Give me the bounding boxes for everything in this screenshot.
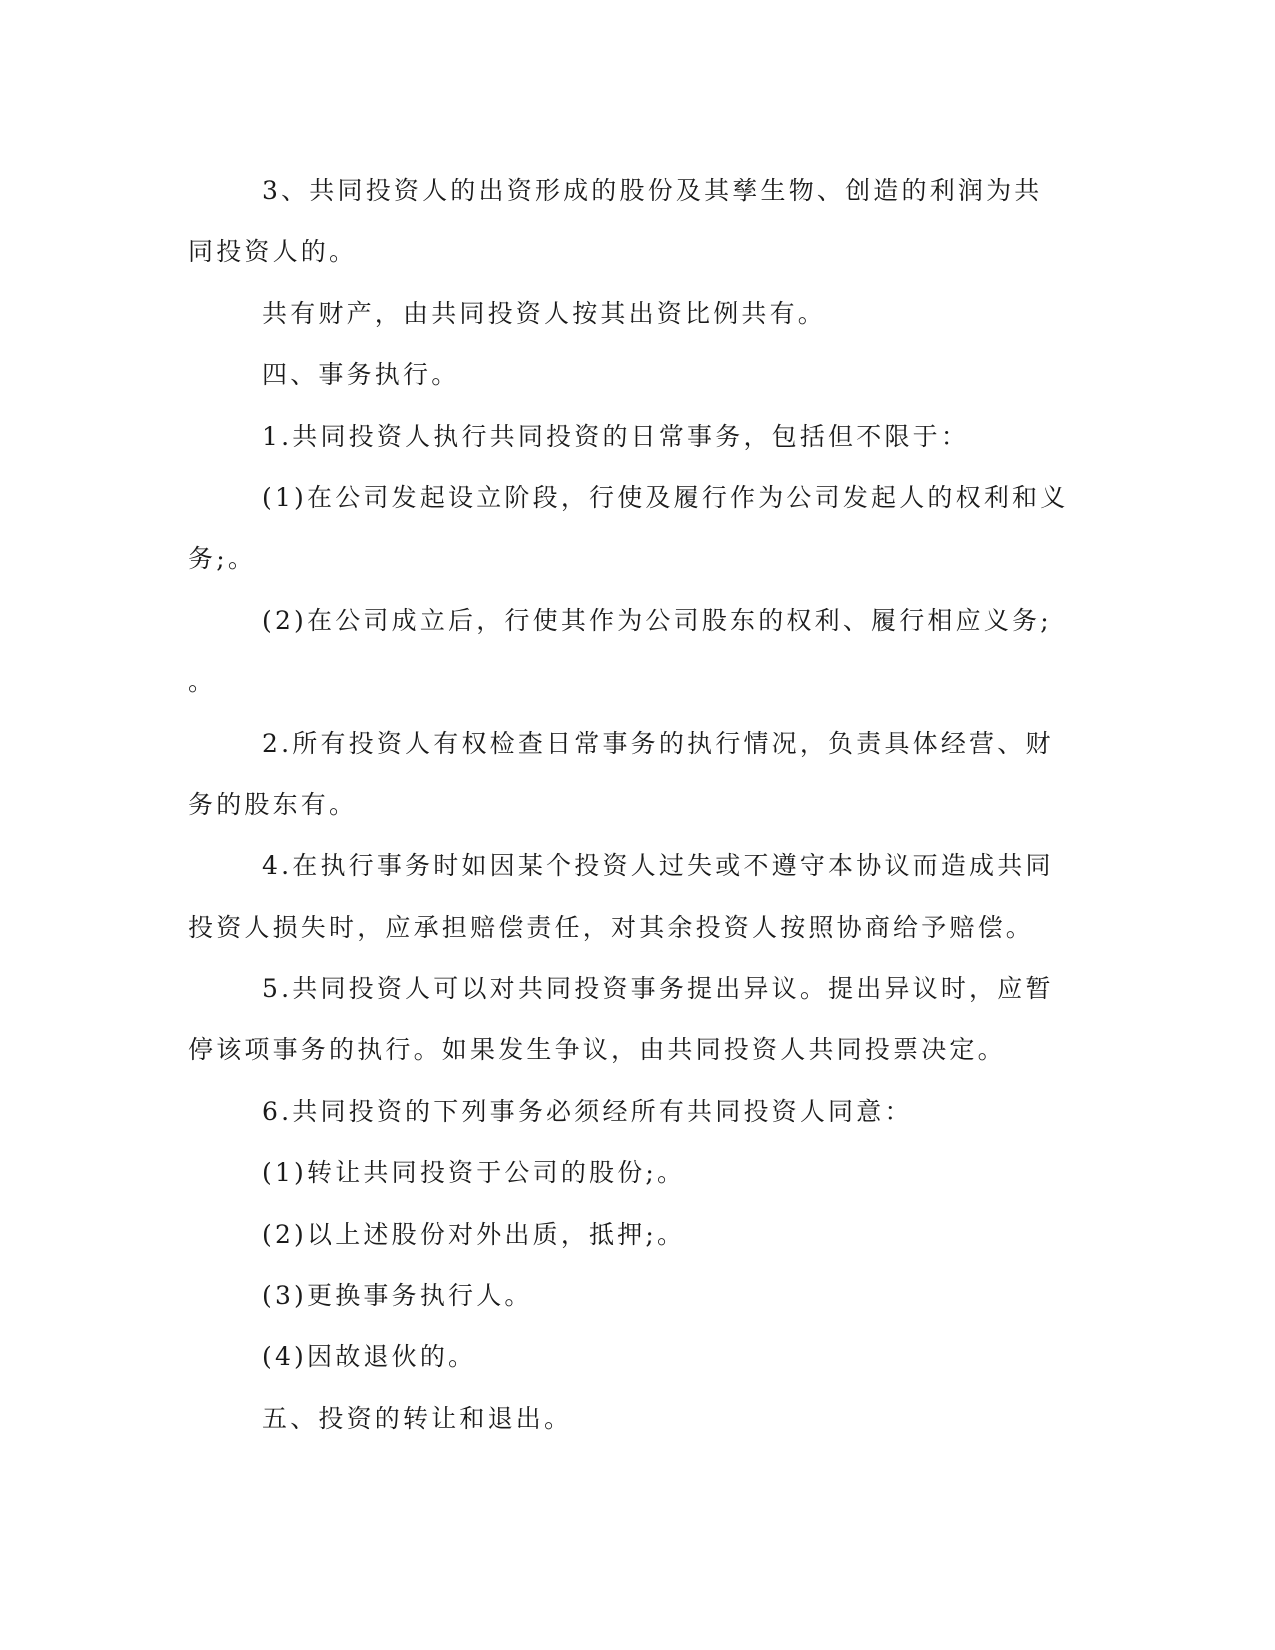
paragraph-line: 务;。 xyxy=(188,544,257,574)
list-item: (4)因故退伙的。 xyxy=(262,1342,477,1372)
list-item: (2)以上述股份对外出质，抵押;。 xyxy=(262,1219,686,1249)
paragraph-line: 1.共同投资人执行共同投资的日常事务，包括但不限于： xyxy=(262,421,970,451)
paragraph-line: 2.所有投资人有权检查日常事务的执行情况，负责具体经营、财 xyxy=(262,728,1054,758)
list-item: (1)转让共同投资于公司的股份;。 xyxy=(262,1158,686,1188)
section-heading: 五、投资的转让和退出。 xyxy=(262,1403,573,1433)
document-body xyxy=(188,160,1088,1449)
paragraph-line: 4.在执行事务时如因某个投资人过失或不遵守本协议而造成共同 xyxy=(262,851,1054,881)
paragraph-line: 投资人损失时，应承担赔偿责任，对其余投资人按照协商给予赔偿。 xyxy=(188,912,1035,942)
paragraph-line: 3、共同投资人的出资形成的股份及其孳生物、创造的利润为共 xyxy=(262,176,1043,205)
paragraph-line: 6.共同投资的下列事务必须经所有共同投资人同意： xyxy=(262,1096,913,1126)
paragraph-line: 同投资人的。 xyxy=(188,237,358,267)
paragraph-line: 停该项事务的执行。如果发生争议，由共同投资人共同投票决定。 xyxy=(188,1035,1006,1065)
paragraph-line: (1)在公司发起设立阶段，行使及履行作为公司发起人的权利和义 xyxy=(262,482,1069,512)
paragraph-line: 务的股东有。 xyxy=(188,789,358,819)
paragraph-line: 。 xyxy=(188,667,217,697)
paragraph-line: 共有财产，由共同投资人按其出资比例共有。 xyxy=(262,298,827,328)
paragraph-line: 5.共同投资人可以对共同投资事务提出异议。提出异议时，应暂 xyxy=(262,974,1054,1004)
list-item: (3)更换事务执行人。 xyxy=(262,1281,533,1311)
section-heading: 四、事务执行。 xyxy=(262,360,460,390)
paragraph-line: (2)在公司成立后，行使其作为公司股东的权利、履行相应义务; xyxy=(262,605,1052,635)
